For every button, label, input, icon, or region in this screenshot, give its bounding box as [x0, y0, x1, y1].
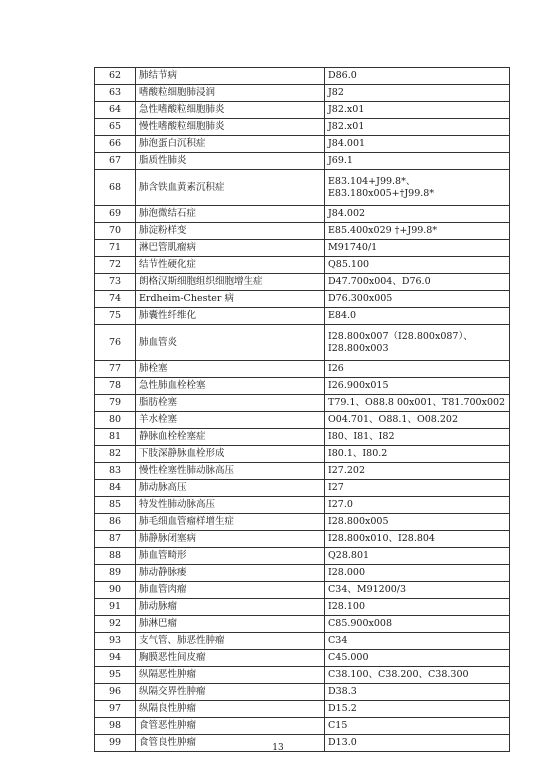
disease-name: 肺淀粉样变	[136, 223, 325, 240]
disease-name: 纵隔良性肿瘤	[136, 701, 325, 718]
table-row	[95, 395, 510, 412]
disease-name: 急性嗜酸粒细胞肺炎	[136, 102, 325, 119]
icd-code: I27.0	[325, 497, 510, 514]
table-row	[95, 325, 510, 361]
table-row	[95, 463, 510, 480]
icd-code: I28.800x010、I28.804	[325, 531, 510, 548]
icd-code: O04.701、O88.1、O08.202	[325, 412, 510, 429]
icd-code: C34、M91200/3	[325, 582, 510, 599]
icd-code: C38.100、C38.200、C38.300	[325, 667, 510, 684]
table-row	[95, 68, 510, 85]
row-number: 70	[95, 223, 136, 240]
row-number: 87	[95, 531, 136, 548]
disease-name: 肺动静脉瘘	[136, 565, 325, 582]
disease-name: 慢性栓塞性肺动脉高压	[136, 463, 325, 480]
disease-code-table	[94, 67, 510, 752]
disease-name: 肺栓塞	[136, 361, 325, 378]
table-row	[95, 102, 510, 119]
icd-code: J84.002	[325, 206, 510, 223]
table-row	[95, 701, 510, 718]
icd-code: C34	[325, 633, 510, 650]
table-row	[95, 170, 510, 206]
disease-name: 肺血管炎	[136, 325, 325, 361]
table-row	[95, 684, 510, 701]
icd-code: C85.900x008	[325, 616, 510, 633]
disease-name: 肺静脉闭塞病	[136, 531, 325, 548]
table-row	[95, 257, 510, 274]
icd-code: E84.0	[325, 308, 510, 325]
row-number: 78	[95, 378, 136, 395]
icd-code: D47.700x004、D76.0	[325, 274, 510, 291]
row-number: 81	[95, 429, 136, 446]
icd-code: T79.1、O88.8 00x001、T81.700x002	[325, 395, 510, 412]
row-number: 98	[95, 718, 136, 735]
row-number: 66	[95, 136, 136, 153]
table-row	[95, 274, 510, 291]
table-row	[95, 412, 510, 429]
row-number: 97	[95, 701, 136, 718]
table-row	[95, 291, 510, 308]
row-number: 69	[95, 206, 136, 223]
table-row	[95, 650, 510, 667]
icd-code: I28.000	[325, 565, 510, 582]
row-number: 80	[95, 412, 136, 429]
row-number: 93	[95, 633, 136, 650]
icd-code: D13.0	[325, 735, 510, 752]
disease-name: 肺动脉瘤	[136, 599, 325, 616]
icd-code: D76.300x005	[325, 291, 510, 308]
icd-code: J82.x01	[325, 102, 510, 119]
icd-code: I80.1、I80.2	[325, 446, 510, 463]
row-number: 99	[95, 735, 136, 752]
icd-code: I80、I81、I82	[325, 429, 510, 446]
icd-code: I27	[325, 480, 510, 497]
disease-name: 静脉血栓栓塞症	[136, 429, 325, 446]
disease-name: 朗格汉斯细胞组织细胞增生症	[136, 274, 325, 291]
row-number: 86	[95, 514, 136, 531]
row-number: 96	[95, 684, 136, 701]
row-number: 84	[95, 480, 136, 497]
table-row	[95, 548, 510, 565]
icd-code: I26.900x015	[325, 378, 510, 395]
table-row	[95, 718, 510, 735]
row-number: 75	[95, 308, 136, 325]
icd-code: I27.202	[325, 463, 510, 480]
table-row	[95, 497, 510, 514]
disease-name: 肺结节病	[136, 68, 325, 85]
disease-name: 食管恶性肿瘤	[136, 718, 325, 735]
table-row	[95, 378, 510, 395]
icd-code: J84.001	[325, 136, 510, 153]
row-number: 76	[95, 325, 136, 361]
disease-name: 特发性肺动脉高压	[136, 497, 325, 514]
icd-code: D38.3	[325, 684, 510, 701]
row-number: 64	[95, 102, 136, 119]
table-row	[95, 480, 510, 497]
row-number: 67	[95, 153, 136, 170]
table-row	[95, 206, 510, 223]
row-number: 90	[95, 582, 136, 599]
row-number: 62	[95, 68, 136, 85]
disease-name: 羊水栓塞	[136, 412, 325, 429]
disease-name: 肺血管肉瘤	[136, 582, 325, 599]
disease-name: 肺毛细血管瘤样增生症	[136, 514, 325, 531]
table-row	[95, 446, 510, 463]
icd-code: I28.100	[325, 599, 510, 616]
table-row	[95, 633, 510, 650]
table-row	[95, 361, 510, 378]
disease-name: 脂肪栓塞	[136, 395, 325, 412]
page-number: 13	[272, 743, 284, 753]
icd-code: Q28.801	[325, 548, 510, 565]
table-row	[95, 308, 510, 325]
disease-name: 嗜酸粒细胞肺浸润	[136, 85, 325, 102]
icd-code: M91740/1	[325, 240, 510, 257]
row-number: 68	[95, 170, 136, 206]
row-number: 63	[95, 85, 136, 102]
disease-name: 肺含铁血黄素沉积症	[136, 170, 325, 206]
row-number: 95	[95, 667, 136, 684]
disease-name: 肺囊性纤维化	[136, 308, 325, 325]
row-number: 89	[95, 565, 136, 582]
row-number: 72	[95, 257, 136, 274]
row-number: 88	[95, 548, 136, 565]
table-row	[95, 136, 510, 153]
icd-code: C15	[325, 718, 510, 735]
table-row	[95, 119, 510, 136]
icd-code: D15.2	[325, 701, 510, 718]
table-row	[95, 582, 510, 599]
icd-code: D86.0	[325, 68, 510, 85]
icd-code: I28.800x007（I28.800x087）、I28.800x003	[325, 325, 510, 361]
row-number: 74	[95, 291, 136, 308]
disease-name: Erdheim-Chester 病	[136, 291, 325, 308]
row-number: 92	[95, 616, 136, 633]
table-row	[95, 153, 510, 170]
table-body	[95, 68, 510, 752]
disease-name: 淋巴管肌瘤病	[136, 240, 325, 257]
disease-name: 急性肺血栓栓塞	[136, 378, 325, 395]
icd-code: E83.104+J99.8*、E83.180x005+†J99.8*	[325, 170, 510, 206]
disease-name: 纵隔恶性肿瘤	[136, 667, 325, 684]
table-row	[95, 667, 510, 684]
disease-name: 肺动脉高压	[136, 480, 325, 497]
disease-name: 支气管、肺恶性肿瘤	[136, 633, 325, 650]
table-row	[95, 514, 510, 531]
row-number: 94	[95, 650, 136, 667]
icd-code: J69.1	[325, 153, 510, 170]
disease-name: 结节性硬化症	[136, 257, 325, 274]
disease-name: 食管良性肿瘤	[136, 735, 325, 752]
table-row	[95, 429, 510, 446]
row-number: 77	[95, 361, 136, 378]
disease-name: 下肢深静脉血栓形成	[136, 446, 325, 463]
row-number: 79	[95, 395, 136, 412]
icd-code: I28.800x005	[325, 514, 510, 531]
table-row	[95, 240, 510, 257]
table-row	[95, 599, 510, 616]
row-number: 91	[95, 599, 136, 616]
icd-code: E85.400x029 †+J99.8*	[325, 223, 510, 240]
row-number: 85	[95, 497, 136, 514]
table-row	[95, 531, 510, 548]
row-number: 83	[95, 463, 136, 480]
disease-name: 慢性嗜酸粒细胞肺炎	[136, 119, 325, 136]
disease-name: 肺泡蛋白沉积症	[136, 136, 325, 153]
icd-code: Q85.100	[325, 257, 510, 274]
table-row	[95, 616, 510, 633]
row-number: 82	[95, 446, 136, 463]
disease-name: 纵隔交界性肿瘤	[136, 684, 325, 701]
table-row	[95, 85, 510, 102]
row-number: 65	[95, 119, 136, 136]
row-number: 71	[95, 240, 136, 257]
disease-name: 胸膜恶性间皮瘤	[136, 650, 325, 667]
icd-code: J82.x01	[325, 119, 510, 136]
disease-name: 肺血管畸形	[136, 548, 325, 565]
icd-code: C45.000	[325, 650, 510, 667]
icd-code: J82	[325, 85, 510, 102]
icd-code: I26	[325, 361, 510, 378]
table-row	[95, 565, 510, 582]
disease-name: 脂质性肺炎	[136, 153, 325, 170]
disease-name: 肺泡微结石症	[136, 206, 325, 223]
table-row	[95, 223, 510, 240]
row-number: 73	[95, 274, 136, 291]
disease-name: 肺淋巴瘤	[136, 616, 325, 633]
